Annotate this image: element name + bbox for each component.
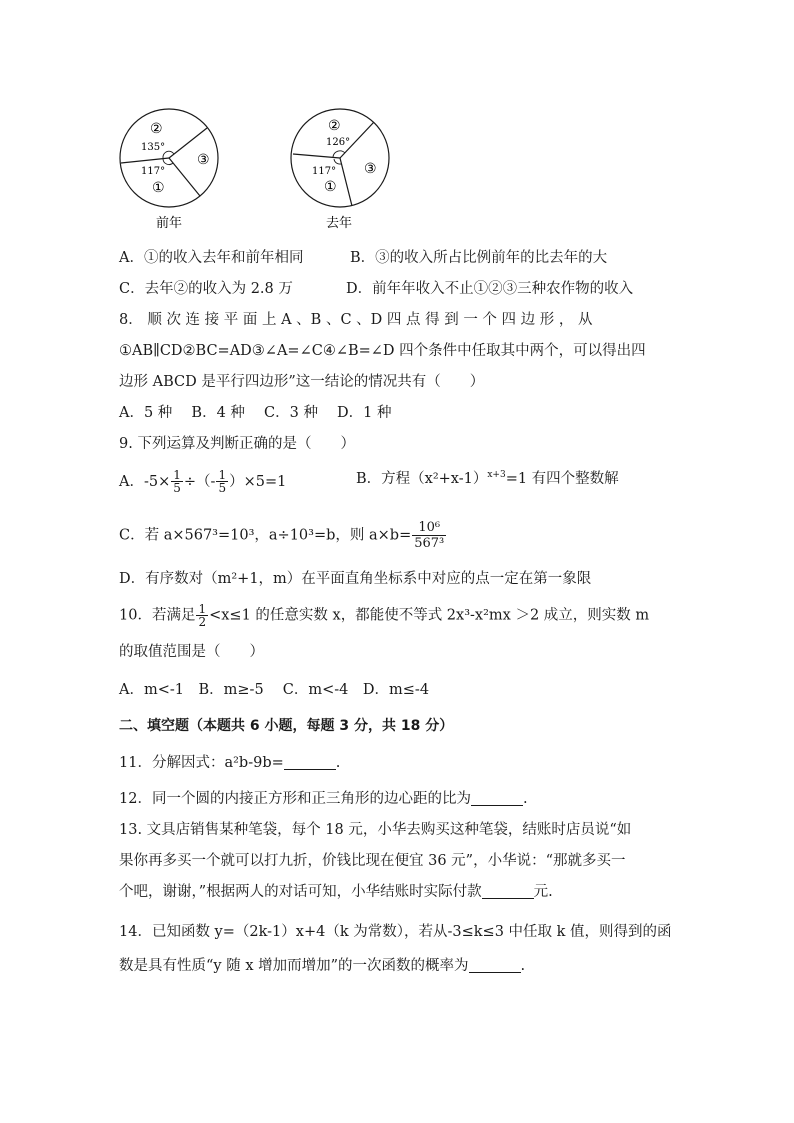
fraction-denominator: 5 bbox=[173, 481, 181, 495]
q9-option-a bbox=[119, 468, 287, 495]
angle-label-a: 126° bbox=[326, 137, 351, 148]
fraction-denominator: 5 bbox=[218, 481, 227, 495]
q9-b-exponent: x+3 bbox=[487, 470, 506, 480]
q9-option-b bbox=[356, 469, 619, 489]
section-heading: 二、填空题（本题共 6 小题，每题 3 分，共 18 分） bbox=[119, 718, 454, 734]
q13-line-3-end: 元. bbox=[533, 884, 553, 900]
q12-text: 12．同一个圆的内接正方形和正三角形的边心距的比为 bbox=[119, 791, 471, 807]
q7-row-cd bbox=[119, 279, 634, 299]
answer-blank[interactable] bbox=[284, 755, 336, 770]
q12-end: . bbox=[522, 791, 528, 807]
fraction-numerator: 10⁶ bbox=[412, 520, 446, 536]
slice-label-3: ③ bbox=[197, 152, 210, 168]
q14-line-1: 14．已知函数 y=（2k-1）x+4（k 为常数），若从-3≤k≤3 中任取 k 值，则得到的函 bbox=[119, 924, 672, 940]
q8-line-2: ①AB∥CD②BC=AD③∠A=∠C④∠B=∠D 四个条件中任取其中两个，可以得出四 bbox=[119, 343, 646, 359]
slice-label-2: ② bbox=[328, 118, 341, 134]
angle-label-b: 117° bbox=[312, 166, 337, 177]
q11-end: . bbox=[335, 755, 341, 771]
q8-line-1: 8． 顺 次 连 接 平 面 上 A 、B 、C 、D 四 点 得 到 一 个 四 边 形 ， 从 bbox=[119, 312, 593, 328]
q14-line-2-text: 数是具有性质“y 随 x 增加而增加”的一次函数的概率为 bbox=[119, 958, 469, 974]
fraction-numerator: 1 bbox=[198, 602, 207, 616]
q11-text: 11．分解因式：a²b-9b= bbox=[119, 755, 284, 771]
q7-option-d: D．前年年收入不止①②③三种农作物的收入 bbox=[346, 281, 634, 297]
answer-blank[interactable] bbox=[469, 958, 521, 973]
slice-label-1: ① bbox=[324, 179, 337, 195]
q9-row-ab bbox=[119, 468, 619, 495]
fraction bbox=[216, 469, 228, 494]
q7-option-a: A．①的收入去年和前年相同 bbox=[119, 250, 304, 266]
q8-options: A．5 种 B．4 种 C．3 种 D．1 种 bbox=[119, 405, 392, 421]
q9-b-tail: =1 有四个整数解 bbox=[505, 471, 619, 487]
q13-line-3-text: 个吧，谢谢，”根据两人的对话可知，小华结账时实际付款 bbox=[119, 884, 482, 900]
fraction-numerator: 1 bbox=[173, 468, 181, 482]
q7-row-ab bbox=[119, 248, 608, 268]
answer-blank[interactable] bbox=[471, 791, 523, 806]
pie-divider bbox=[169, 158, 200, 196]
q10-line-1 bbox=[119, 603, 649, 628]
q9-stem: 9. 下列运算及判断正确的是（ ） bbox=[119, 436, 355, 452]
q9-a-prefix: A．-5× bbox=[119, 473, 171, 490]
q9-option-c bbox=[119, 520, 447, 551]
q9-b-text: B．方程（x²+x-1） bbox=[356, 471, 488, 487]
slice-label-2: ② bbox=[150, 121, 163, 137]
fraction bbox=[171, 469, 183, 494]
pie-chart-last-year bbox=[284, 108, 402, 238]
q8-line-3: 边形 ABCD 是平行四边形”这一结论的情况共有（ ） bbox=[119, 374, 485, 390]
fraction bbox=[412, 520, 446, 551]
q7-option-b: B．③的收入所占比例前年的比去年的大 bbox=[350, 250, 608, 266]
slice-label-1: ① bbox=[152, 180, 165, 196]
pie-divider bbox=[340, 158, 352, 206]
q14-line-2-end: . bbox=[520, 958, 526, 974]
q13-line-2: 果你再多买一个就可以打九折，价钱比现在便宜 36 元”，小华说：“那就多买一 bbox=[119, 853, 626, 869]
q13-line-3 bbox=[119, 882, 553, 902]
pie-divider bbox=[121, 158, 169, 163]
pie-chart-prev-year bbox=[112, 108, 230, 238]
q11 bbox=[119, 753, 340, 773]
answer-blank[interactable] bbox=[482, 884, 534, 899]
q13-line-1: 13. 文具店销售某种笔袋，每个 18 元，小华去购买这种笔袋，结账时店员说“如 bbox=[119, 822, 632, 838]
chart-caption: 前年 bbox=[156, 216, 183, 231]
q9-option-d: D．有序数对（m²+1，m）在平面直角坐标系中对应的点一定在第一象限 bbox=[119, 571, 592, 587]
fraction bbox=[196, 603, 208, 628]
q7-option-c: C．去年②的收入为 2.8 万 bbox=[119, 281, 293, 297]
q10-prefix: 10．若满足 bbox=[119, 607, 196, 624]
fraction-numerator: 1 bbox=[218, 468, 227, 482]
angle-label-b: 117° bbox=[141, 166, 166, 177]
chart-caption: 去年 bbox=[326, 216, 353, 231]
q10-options: A．m<-1 B．m≥-5 C．m<-4 D．m≤-4 bbox=[119, 682, 430, 698]
slice-label-3: ③ bbox=[364, 161, 377, 177]
q14-line-2 bbox=[119, 956, 525, 976]
q9-a-mid: ÷（- bbox=[183, 473, 216, 490]
q9-a-suffix: ）×5=1 bbox=[229, 473, 287, 490]
fraction-denominator: 2 bbox=[198, 615, 207, 629]
q9-c-text: C．若 a×567³=10³，a÷10³=b，则 a×b= bbox=[119, 527, 412, 544]
q10-line-2: 的取值范围是（ ） bbox=[119, 644, 264, 660]
q12 bbox=[119, 789, 528, 809]
q10-rest: <x≤1 的任意实数 x，都能使不等式 2x³-x²mx ＞2 成立，则实数 m bbox=[209, 607, 650, 624]
angle-label-a: 135° bbox=[141, 142, 166, 153]
fraction-denominator: 567³ bbox=[414, 536, 445, 551]
